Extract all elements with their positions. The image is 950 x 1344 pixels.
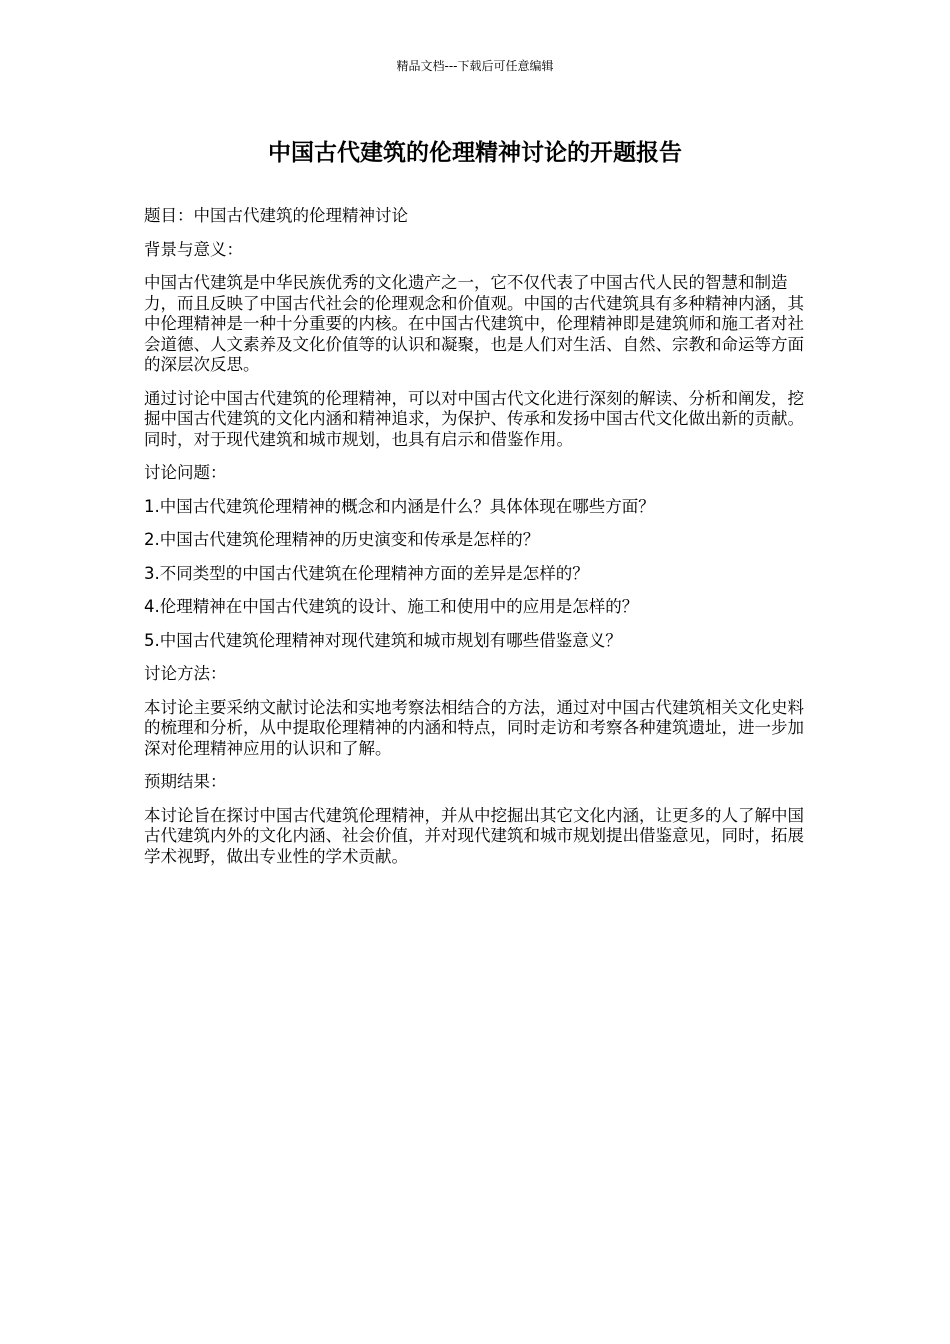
question-item: 4.伦理精神在中国古代建筑的设计、施工和使用中的应用是怎样的？: [144, 597, 639, 616]
questions-heading: 讨论问题：: [144, 463, 227, 482]
document-body: [144, 206, 808, 880]
background-paragraph: 通过讨论中国古代建筑的伦理精神，可以对中国古代文化进行深刻的解读、分析和阐发，挖掘中国古代建筑的文化内涵和精神追求，为保护、传承和发扬中国古代文化做出新的贡献。同时，对于现代建筑和城市规划，也具有启示和借鉴作用。: [144, 388, 804, 449]
results-heading: 预期结果：: [144, 772, 227, 791]
results-paragraph: 本讨论旨在探讨中国古代建筑伦理精神，并从中挖掘出其它文化内涵，让更多的人了解中国古代建筑内外的文化内涵、社会价值，并对现代建筑和城市规划提出借鉴意见，同时，拓展学术视野，做出专业性的学术贡献。: [144, 805, 804, 866]
header-note: 精品文档---下载后可任意编辑: [396, 59, 554, 73]
question-item: 2.中国古代建筑伦理精神的历史演变和传承是怎样的？: [144, 530, 540, 549]
method-paragraph: 本讨论主要采纳文献讨论法和实地考察法相结合的方法，通过对中国古代建筑相关文化史料的梳理和分析，从中提取伦理精神的内涵和特点，同时走访和考察各种建筑遗址，进一步加深对伦理精神应用的认识和了解。: [144, 697, 804, 758]
background-heading: 背景与意义：: [144, 239, 243, 259]
method-heading: 讨论方法：: [144, 664, 227, 683]
question-item: 5.中国古代建筑伦理精神对现代建筑和城市规划有哪些借鉴意义？: [144, 630, 622, 650]
question-item: 1.中国古代建筑伦理精神的概念和内涵是什么？具体体现在哪些方面？: [144, 496, 655, 516]
topic-line: 题目：中国古代建筑的伦理精神讨论: [144, 206, 408, 225]
question-item: 3.不同类型的中国古代建筑在伦理精神方面的差异是怎样的？: [144, 563, 589, 583]
background-paragraph: 中国古代建筑是中华民族优秀的文化遗产之一，它不仅代表了中国古代人民的智慧和制造力，而且反映了中国古代社会的伦理观念和价值观。中国的古代建筑具有多种精神内涵，其中伦理精神是一种十分重要的内核。在中国古代建筑中，伦理精神即是建筑师和施工者对社会道德、人文素养及文化价值等的认识和凝聚，也是人们对生活、自然、宗教和命运等方面的深层次反思。: [144, 273, 804, 374]
document-title: 中国古代建筑的伦理精神讨论的开题报告: [268, 140, 682, 166]
